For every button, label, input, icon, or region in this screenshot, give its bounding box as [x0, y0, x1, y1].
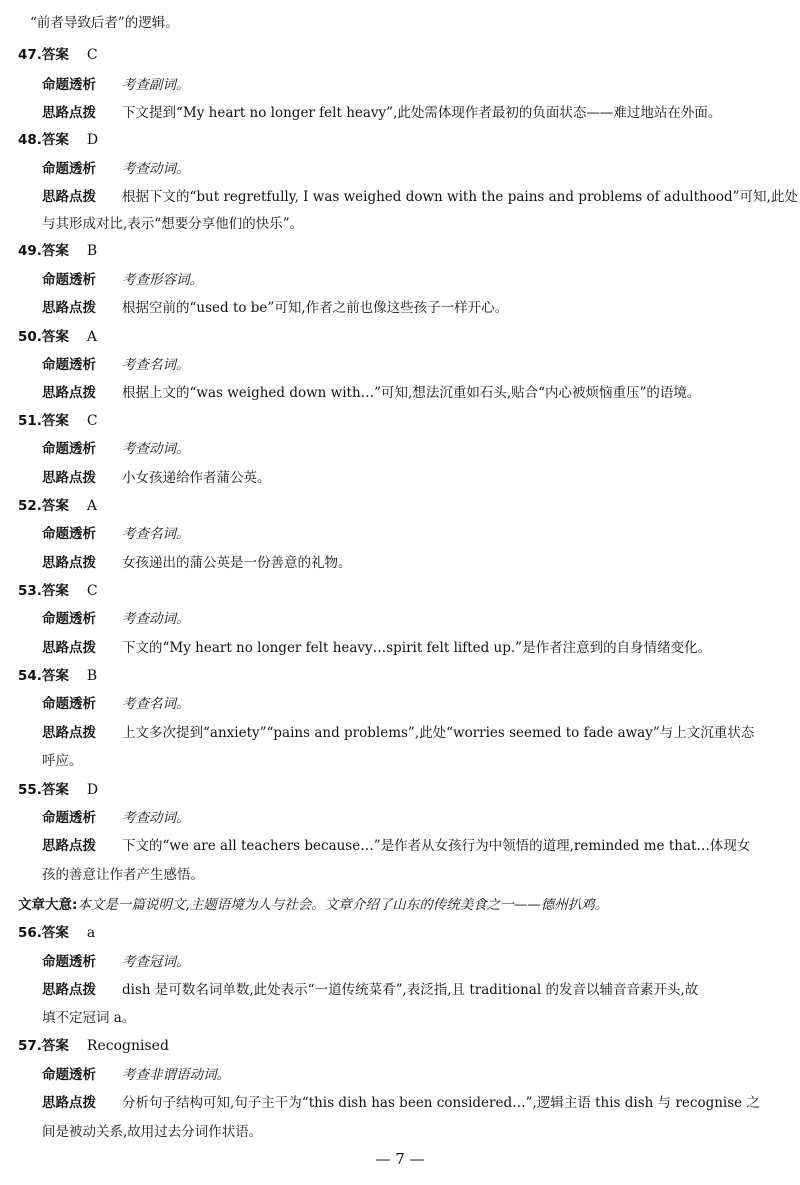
answer-header-53: 53.答案 C: [18, 583, 98, 599]
hint-continuation: 呼应。: [42, 753, 83, 769]
analysis-line: 命题透析 考查冠词。: [42, 954, 190, 970]
hint-line: 思路点拨 上文多次提到“anxiety”“pains and problems”,此处“worries seemed to fade away”与上文沉重状态: [42, 725, 755, 741]
analysis-line: 命题透析 考查名词。: [42, 357, 190, 373]
hint-line: 思路点拨 根据空前的“used to be”可知,作者之前也像这些孩子一样开心。: [42, 300, 509, 316]
hint-line: 思路点拨 女孩递出的蒲公英是一份善意的礼物。: [42, 555, 352, 571]
hint-line: 思路点拨 小女孩递给作者蒲公英。: [42, 470, 271, 486]
answer-header-48: 48.答案 D: [18, 132, 99, 148]
intro-tail: “前者导致后者”的逻辑。: [30, 15, 179, 31]
article-summary: 文章大意:本文是一篇说明文,主题语境为人与社会。文章介绍了山东的传统美食之一——德州扒鸡。: [18, 897, 609, 913]
hint-continuation: 孩的善意让作者产生感悟。: [42, 867, 204, 883]
analysis-line: 命题透析 考查名词。: [42, 696, 190, 712]
hint-continuation: 间是被动关系,故用过去分词作状语。: [42, 1124, 263, 1140]
analysis-line: 命题透析 考查动词。: [42, 611, 190, 627]
hint-line: 思路点拨 根据上文的“was weighed down with…”可知,想法沉重如石头,贴合“内心被烦恼重压”的语境。: [42, 385, 701, 401]
hint-line: 思路点拨 下文的“we are all teachers because…”是作者从女孩行为中领悟的道理,reminded me that…体现女: [42, 838, 751, 854]
answer-header-47: 47.答案 C: [18, 47, 98, 63]
analysis-line: 命题透析 考查形容词。: [42, 272, 203, 288]
answer-header-55: 55.答案 D: [18, 782, 99, 798]
analysis-line: 命题透析 考查动词。: [42, 161, 190, 177]
answer-header-49: 49.答案 B: [18, 243, 98, 259]
analysis-line: 命题透析 考查动词。: [42, 441, 190, 457]
hint-line: 思路点拨 dish 是可数名词单数,此处表示“一道传统菜肴”,表泛指,且 traditional 的发音以辅音音素开头,故: [42, 982, 699, 998]
answer-header-50: 50.答案 A: [18, 329, 98, 345]
analysis-line: 命题透析 考查动词。: [42, 810, 190, 826]
hint-continuation: 填不定冠词 a。: [42, 1010, 136, 1026]
analysis-line: 命题透析 考查非谓语动词。: [42, 1067, 230, 1083]
hint-line: 思路点拨 下文提到“My heart no longer felt heavy”,此处需体现作者最初的负面状态——难过地站在外面。: [42, 105, 722, 121]
answer-header-51: 51.答案 C: [18, 413, 98, 429]
hint-line: 思路点拨 下文的“My heart no longer felt heavy…spirit felt lifted up.”是作者注意到的自身情绪变化。: [42, 640, 712, 656]
answer-header-56: 56.答案 a: [18, 925, 96, 941]
answer-header-57: 57.答案 Recognised: [18, 1038, 169, 1054]
hint-line: 思路点拨 根据下文的“but regretfully, I was weighed down with the pains and problems of adulthood”可知,此处: [42, 189, 798, 205]
answer-header-54: 54.答案 B: [18, 668, 98, 684]
analysis-line: 命题透析 考查副词。: [42, 77, 190, 93]
page-number: — 7 —: [375, 1150, 425, 1168]
hint-continuation: 与其形成对比,表示“想要分享他们的快乐”。: [42, 216, 304, 232]
hint-line: 思路点拨 分析句子结构可知,句子主干为“this dish has been considered…”,逻辑主语 this dish 与 recognise 之: [42, 1095, 760, 1111]
answer-header-52: 52.答案 A: [18, 498, 98, 514]
analysis-line: 命题透析 考查名词。: [42, 526, 190, 542]
